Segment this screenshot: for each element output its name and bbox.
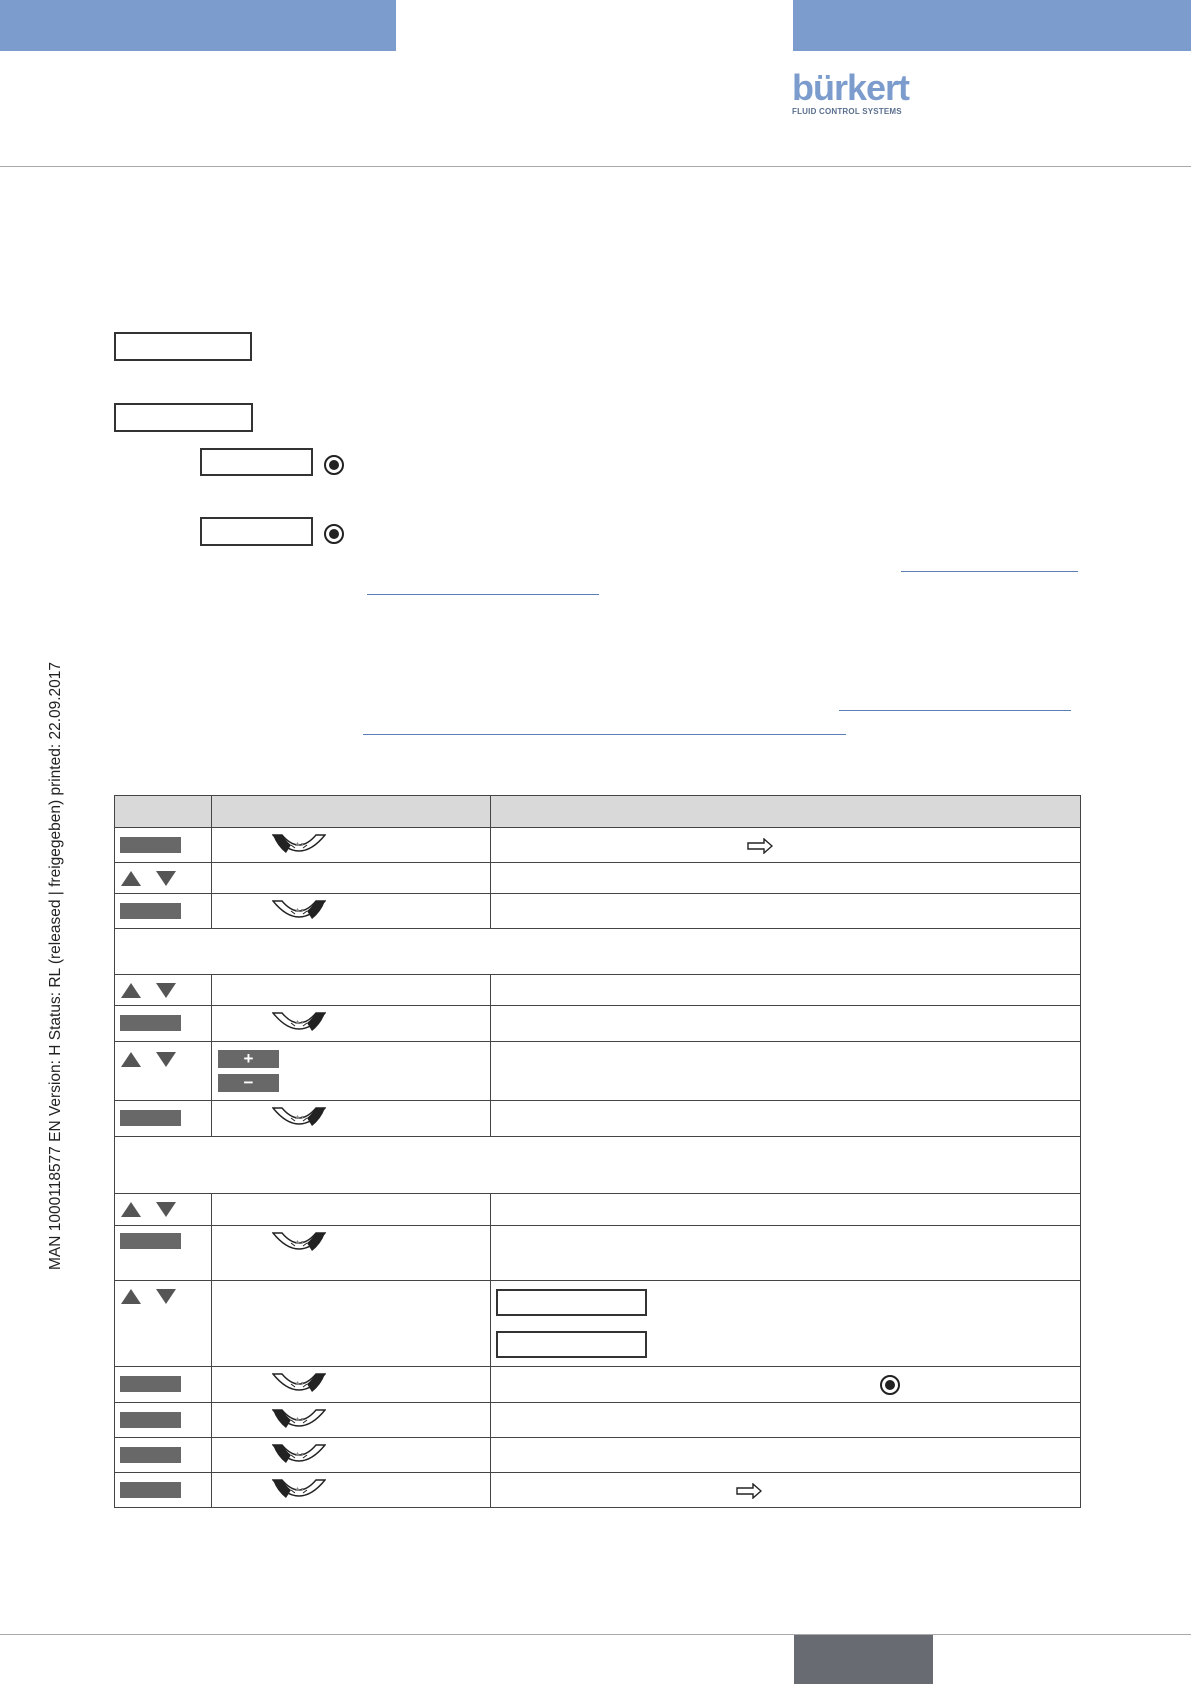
arrow-up-icon[interactable] (121, 1289, 141, 1304)
table-row (115, 1194, 1081, 1226)
table-row (115, 828, 1081, 863)
table-header-row (115, 796, 1081, 828)
minus-button[interactable]: − (218, 1074, 279, 1092)
table-row (115, 894, 1081, 929)
header-cell-key (115, 796, 212, 828)
table-row (115, 1281, 1081, 1367)
menu-item-box (114, 403, 253, 432)
arrow-down-icon[interactable] (156, 1202, 176, 1217)
table-row (115, 863, 1081, 894)
cross-reference-link[interactable] (839, 710, 1071, 711)
header-band-right (793, 0, 1191, 51)
table-row (115, 975, 1081, 1006)
header-band-left (0, 0, 396, 51)
arrow-keys[interactable] (121, 871, 176, 891)
table-row (115, 1226, 1081, 1281)
header-divider (0, 166, 1191, 167)
navigation-wheel-right-icon (272, 899, 326, 923)
navigation-wheel-right-icon (272, 1231, 326, 1255)
logo-subtitle: FLUID CONTROL SYSTEMS (792, 107, 902, 116)
arrow-up-icon[interactable] (121, 871, 141, 886)
key-button[interactable] (120, 1376, 181, 1392)
arrow-keys[interactable] (121, 1289, 176, 1309)
key-button[interactable] (120, 1233, 181, 1249)
table-row (115, 1101, 1081, 1137)
arrow-down-icon[interactable] (156, 871, 176, 886)
plus-button[interactable]: + (218, 1050, 279, 1068)
arrow-up-icon[interactable] (121, 1052, 141, 1067)
procedure-table (114, 795, 1081, 1508)
navigation-wheel-right-icon (272, 1372, 326, 1396)
radio-selected-icon (324, 524, 344, 544)
option-box (496, 1331, 647, 1358)
arrow-keys[interactable] (121, 983, 176, 1003)
table-row (115, 1006, 1081, 1042)
arrow-up-icon[interactable] (121, 983, 141, 998)
navigation-wheel-left-icon (272, 1443, 326, 1467)
logo-wordmark: bürkert (792, 67, 910, 108)
arrow-down-icon[interactable] (156, 1289, 176, 1304)
key-button[interactable] (120, 1110, 181, 1126)
header-cell-result (491, 796, 1081, 828)
radio-selected-icon (324, 455, 344, 475)
document-status-note: MAN 1000118577 EN Version: H Status: RL (released | freigegeben) printed: 22.09.2017 (47, 661, 64, 1270)
navigation-wheel-left-icon (272, 833, 326, 857)
header-cell-action (212, 796, 491, 828)
table-row (115, 1403, 1081, 1438)
menu-item-box (114, 332, 252, 361)
table-section-row (115, 929, 1081, 975)
burkert-logo (792, 67, 916, 120)
arrow-keys[interactable] (121, 1202, 176, 1222)
navigation-wheel-right-icon (272, 1106, 326, 1130)
option-box (496, 1289, 647, 1316)
key-button[interactable] (120, 1447, 181, 1463)
table-section-row (115, 1137, 1081, 1194)
key-button[interactable] (120, 1015, 181, 1031)
submenu-item-box (200, 448, 313, 476)
footer-divider (0, 1634, 1191, 1635)
navigation-wheel-left-icon (272, 1478, 326, 1502)
arrow-right-icon (736, 1483, 762, 1499)
key-button[interactable] (120, 1482, 181, 1498)
arrow-right-icon (747, 838, 773, 854)
radio-selected-icon (880, 1375, 900, 1395)
navigation-wheel-left-icon (272, 1408, 326, 1432)
table-row (115, 1042, 1081, 1101)
key-button[interactable] (120, 1412, 181, 1428)
arrow-keys[interactable] (121, 1052, 176, 1072)
key-button[interactable] (120, 903, 181, 919)
cross-reference-link[interactable] (901, 571, 1078, 572)
table-row (115, 1438, 1081, 1473)
arrow-up-icon[interactable] (121, 1202, 141, 1217)
navigation-wheel-right-icon (272, 1011, 326, 1035)
page-number-block (794, 1635, 933, 1684)
cross-reference-link[interactable] (363, 734, 846, 735)
arrow-down-icon[interactable] (156, 983, 176, 998)
submenu-item-box (200, 517, 313, 546)
key-button[interactable] (120, 837, 181, 853)
table-row (115, 1473, 1081, 1508)
table-row (115, 1367, 1081, 1403)
cross-reference-link[interactable] (367, 594, 599, 595)
arrow-down-icon[interactable] (156, 1052, 176, 1067)
